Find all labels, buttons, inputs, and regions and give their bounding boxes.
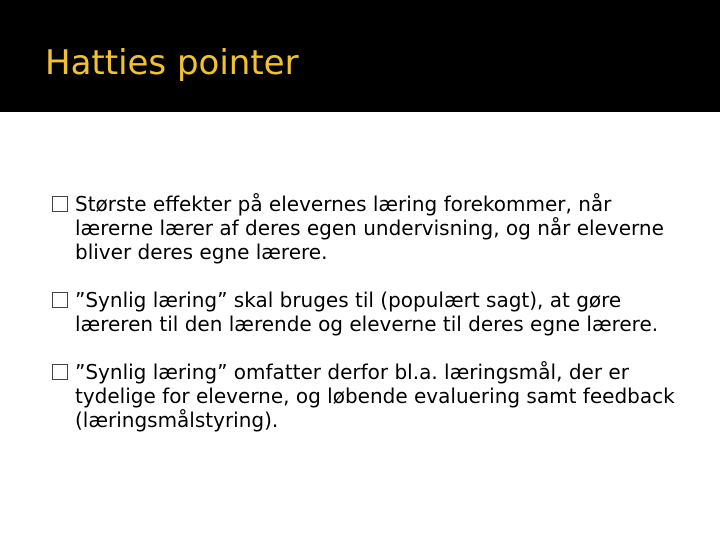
square-bullet-icon: [52, 364, 68, 380]
bullet-item-learning-goals: [52, 360, 692, 432]
bullet-list: [52, 192, 692, 456]
bullet-text: ”Synlig læring” omfatter derfor bl.a. læringsmål, der er tydelige for eleverne, og løbende evaluering samt feedback (læringsmålstyring).: [75, 360, 675, 432]
square-bullet-icon: [52, 292, 68, 308]
slide-title: Hatties pointer: [45, 43, 299, 83]
title-bar: [0, 0, 720, 112]
bullet-text: ”Synlig læring” skal bruges til (populært sagt), at gøre læreren til den lærende og eleverne til deres egne lærere.: [75, 288, 659, 336]
bullet-text: Største effekter på elevernes læring forekommer, når lærerne lærer af deres egen undervisning, og når eleverne bliver deres egne lærere.: [75, 192, 664, 264]
bullet-item-effects: [52, 192, 692, 264]
bullet-item-visible-learning: [52, 288, 692, 336]
square-bullet-icon: [52, 196, 68, 212]
